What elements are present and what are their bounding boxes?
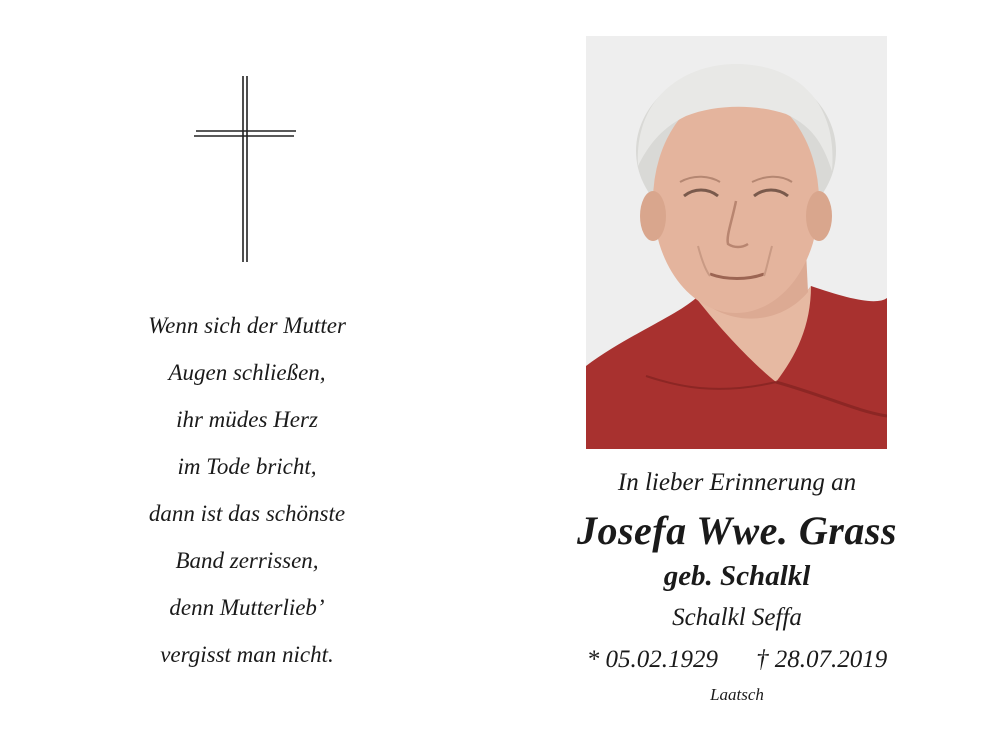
deceased-name: Josefa Wwe. Grass <box>576 508 897 553</box>
poem-line: vergisst man nicht. <box>160 642 334 667</box>
life-dates <box>540 646 934 674</box>
poem-line: Wenn sich der Mutter <box>148 313 346 338</box>
memorial-poem <box>92 302 402 678</box>
birth-date: * 05.02.1929 <box>586 646 718 673</box>
poem-line: Band zerrissen, <box>175 548 319 573</box>
birth-name: geb. Schalkl <box>663 560 811 592</box>
memorial-intro: In lieber Erinnerung an <box>617 469 857 496</box>
poem-line: dann ist das schönste <box>148 501 346 526</box>
poem-line: Augen schließen, <box>168 360 326 385</box>
poem-line: im Tode bricht, <box>177 454 317 479</box>
home-place: Laatsch <box>710 685 764 704</box>
poem-line: ihr müdes Herz <box>176 407 318 432</box>
death-date: † 28.07.2019 <box>756 646 888 673</box>
nickname: Schalkl Seffa <box>672 604 802 631</box>
poem-line: denn Mutterlieb’ <box>169 595 325 620</box>
cross-icon <box>190 76 300 262</box>
portrait-photo <box>586 36 887 449</box>
